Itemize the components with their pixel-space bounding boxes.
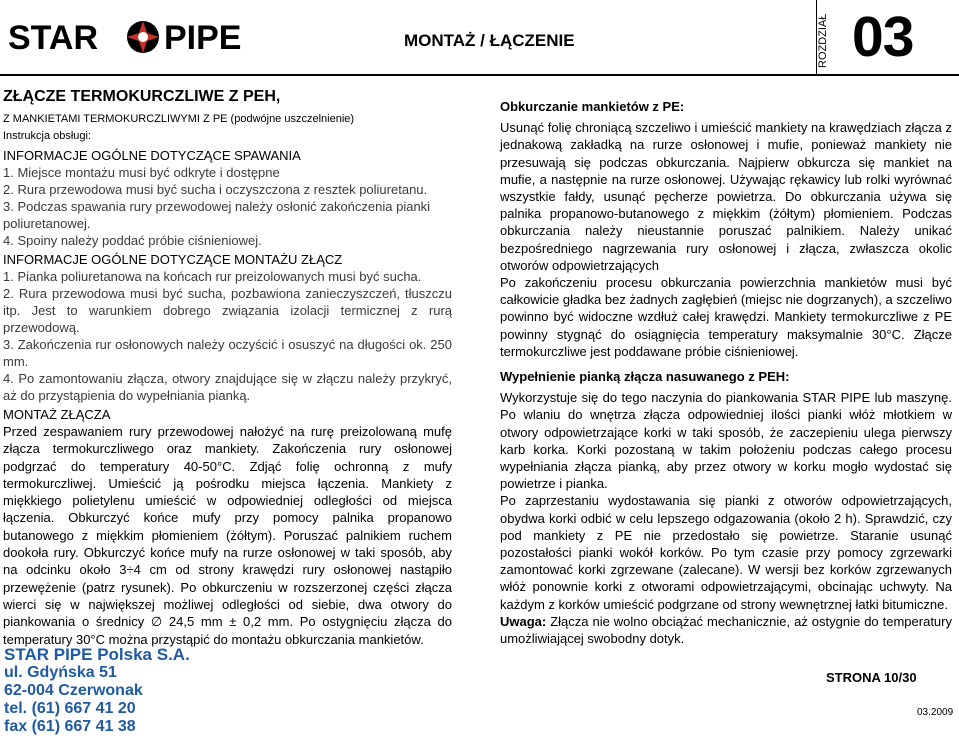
instructions-label: Instrukcja obsługi: [3,130,92,142]
mounting-item: 1. Pianka poliuretanowa na końcach rur preizolowanych musi być sucha. [3,269,422,284]
left-column [3,88,452,648]
foam-text: Wykorzystuje się do tego naczynia do piankowania STAR PIPE lub maszynę. Po wlaniu do wnętrza złącza odpowiedniej ilości pianki włóż młotkiem w otwory odpowietrzające korki w taki sposób, że zaczepieniu ulega pierwszy karb korka. Korki pozostaną w takim położeniu podczas całego procesu wypełniania złącza pianką, aby przez otwory w korku mogło wydostać się powietrze i pianka. [500,390,952,492]
logo-text-left: STAR [8,19,99,56]
company-city: 62-004 Czerwonak [4,682,143,699]
joint-heading: MONTAŻ ZŁĄCZA [3,407,111,422]
header-rule [0,74,959,76]
shrink-text-2: Po zakończeniu procesu obkurczania powierzchnia mankietów musi być całkowicie gładka bez żadnych zagłębień (miejsc nie dogrzanych), a szczeliwo powinno być widoczne wzdłuż całej krawędzi. Mankiety termokurczliwe z PE powinny stygnąć do osiągnięcia temperatury maksymalnie 30°C. Złącze termokurczliwe jest poddawane próbie ciśnieniowej. [500,275,952,359]
shrink-text: Usunąć folię chroniącą szczeliwo i umieścić mankiety na krawędziach złącza z jednakową zakładką na rurze osłonowej i mufie, ponieważ mankiety nie przesuwają się podczas obkurczania. Najpierw obkurcza się mankiet na mufie, a następnie na rurze osłonowej. Używając rękawicy lub rolki wyrównać wszystkie fałdy, usunąć pęcherze powietrza. Do obkurczania używa się palnika propanowo-butanowego z miękkim (żółtym) płomieniem. Podczas obkurczania należy nieustannie poruszać palnikiem. Należy unikać bezpośredniego nagrzewania rury osłonowej i złącza, zwłaszcza okolic otworów odpowietrzających [500,120,952,273]
foam-text-2: Po zaprzestaniu wydostawania się pianki z otworów odpowietrzających, obydwa korki odbić w celu lepszego odgazowania (około 2 h). Sprawdzić, czy pod mankiety z PE nie przedostało się powietrze. Staranie usunąć pozostałości pianki wokół korków. Po tym czasie przy pomocy zgrzewarki zamontować korki zgrzewane (zalecane). W wersji bez korków zgrzewanych włóż ponownie korki z otworami odpowietrzającymi, obcinając uchwyty. Na każdym z korków umieścić podgrzane od strony wewnętrznej łatki bitumiczne. [500,493,952,612]
company-street: ul. Gdyńska 51 [4,664,117,681]
company-phone: tel. (61) 667 41 20 [4,700,136,717]
company-address [4,646,190,736]
joint-text: Przed zespawaniem rury przewodowej nałożyć na rurę preizolowaną mufę złącza termokurczliwego oraz mankiety. Zakończenia rury osłonowej podgrzać do temperatury 40-50°C. Zdjąć folię ochronną z mufy termokurczliwej. Umieścić ją pośrodku miejsca łączenia. Mankiety z miękkiego polietylenu umieścić w odpowiedniej odległości od miejsca łączenia. Obkurczyć końce mufy przy pomocy palnika propanowo butanowego z miękkim płomieniem (żółtym). Poruszać palnikiem ruchem dookoła rury. Obkurczyć końce mufy na rurze osłonowej w taki sposób, aby na odcinku około 3÷4 cm od strony krawędzi rury osłonowej nastąpiło przewężenie (patrz rysunek). Po obkurczeniu w rozszerzonej części złącza wierci się w największej możliwej odległości od siebie, dwa otwory do piankowania o średnicy ∅ 24,5 mm ± 0,2 mm. Po ostygnięciu złącza do temperatury 30°C można przystąpić do montażu obkurczania mankietów. [3,424,452,647]
document-title: ZŁĄCZE TERMOKURCZLIWE Z PEH, [3,88,281,105]
mounting-item: 2. Rura przewodowa musi być sucha, pozbawiona zanieczyszczeń, tłuszczu itp. Jest to warunkiem dobrego związania izolacji termicznej z rurą przewodową. [3,286,452,335]
welding-item: 1. Miejsce montażu musi być odkryte i dostępne [3,165,280,180]
mounting-item: 3. Zakończenia rur osłonowych należy oczyścić i osuszyć na długości ok. 250 mm. [3,337,452,369]
page-number: STRONA 10/30 [826,670,917,685]
logo-text-right: PIPE [164,19,242,56]
welding-item: 3. Podczas spawania rury przewodowej należy osłonić zakończenia pianki poliuretanowej. [3,199,431,231]
section-label-text: ROZDZIAŁ [817,13,829,68]
welding-heading: INFORMACJE OGÓLNE DOTYCZĄCE SPAWANIA [3,148,301,163]
note-label: Uwaga: [500,613,547,629]
note [500,613,952,647]
page-header-title: MONTAŻ / ŁĄCZENIE [404,31,575,50]
welding-item: 2. Rura przewodowa musi być sucha i oczyszczona z resztek poliuretanu. [3,182,428,197]
foam-heading: Wypełnienie pianką złącza nasuwanego z PEH: [500,369,790,385]
document-subtitle: Z MANKIETAMI TERMOKURCZLIWYMI Z PE (podwójne uszczelnienie) [3,113,355,125]
mounting-heading: INFORMACJE OGÓLNE DOTYCZĄCE MONTAŻU ZŁĄCZ [3,252,343,267]
note-text: Złącza nie wolno obciążać mechanicznie, aż ostygnie do temperatury umożliwiającej swobodny dotyk. [500,613,952,647]
section-label [813,8,835,68]
section-number: 03 [852,5,914,69]
right-column [500,98,952,647]
shrink-heading: Obkurczanie mankietów z PE: [500,99,685,114]
logo-star-icon [127,21,159,53]
star-pipe-logo [8,18,260,56]
logo-graphic [8,18,260,56]
company-name: STAR PIPE Polska S.A. [4,645,190,664]
company-fax: fax (61) 667 41 38 [4,718,136,735]
welding-item: 4. Spoiny należy poddać próbie ciśnieniowej. [3,233,262,248]
page-date: 03.2009 [917,707,954,718]
mounting-item: 4. Po zamontowaniu złącza, otwory znajdujące się w złączu należy przykryć, aż do przystąpienia do wypełniania pianką. [3,371,452,403]
